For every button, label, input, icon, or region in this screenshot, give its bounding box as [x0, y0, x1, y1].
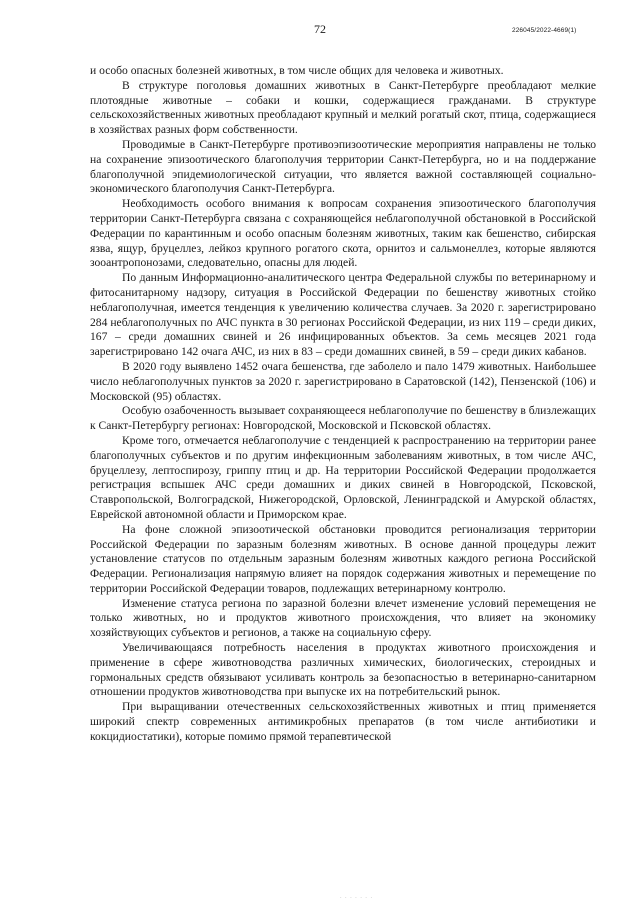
paragraph: В 2020 году выявлено 1452 очага бешенства, где заболело и пало 1479 животных. Наибольшее число неблагополучных пунктов за 2020 г. зарегистрировано в Саратовской (142), Пензенской (106) и Московской (95) областях.: [90, 359, 596, 403]
paragraph: Увеличивающаяся потребность населения в продуктах животного происхождения и применение в сфере животноводства различных химических, биологических, стероидных и гормональных средств обязывают усиливать контроль за безопасностью в ветеринарно-санитарном отношении продуктов животноводства при выпуске их на потребительский рынок.: [90, 641, 596, 699]
paragraph: В структуре поголовья домашних животных в Санкт-Петербурге преобладают мелкие плотоядные животные – собаки и кошки, содержащиеся гражданами. В структуре сельскохозяйственных животных преобладают крупный и мелкий рогатый скот, птица, содержащиеся в хозяйствах разных форм собственности.: [90, 78, 596, 137]
paragraph: При выращивании отечественных сельскохозяйственных животных и птиц применяется широкий спектр современных антимикробных препаратов (в том числе антибиотики и кокцидиостатики), которые помимо прямой терапевтической: [90, 700, 596, 743]
paragraph: Проводимые в Санкт-Петербурге противоэпизоотические мероприятия направлены не только на сохранение эпизоотического благополучия территории Санкт-Петербурга, но и на поддержание благополучной эпидемиологической ситуации, что является важной составляющей социально-экономического благополучия Санкт-Петербурга.: [90, 137, 596, 196]
paragraph: Изменение статуса региона по заразной болезни влечет изменение условий перемещения не только животных, но и продуктов животного происхождения, что влияет на экономику хозяйствующих субъектов и регионов, а также на социальную сферу.: [90, 596, 596, 640]
paragraph-continuation: и особо опасных болезней животных, в том числе общих для человека и животных.: [90, 64, 504, 77]
paragraph: Особую озабоченность вызывает сохраняющееся неблагополучие по бешенству в близлежащих к Санкт-Петербургу регионах: Новгородской, Московской и Псковской областях.: [90, 404, 596, 433]
paragraph: Необходимость особого внимания к вопросам сохранения эпизоотического благополучия территории Санкт-Петербурга связана с сохраняющейся неблагополучной обстановкой в Российской Федерации по карантинным и особо опасным болезням животных, таким как бешенство, сибирская язва, ящур, бруцеллез, лейкоз крупного рогатого скота, орнитоз и сальмонеллез, которые являются зооантропонозами, следовательно, опасны для людей.: [90, 197, 596, 270]
page-number: 72: [314, 22, 326, 36]
paragraph: На фоне сложной эпизоотической обстановки проводится регионализация территории Российской Федерации по заразным болезням животных. В основе данной процедуры лежит установление статусов по отдельным заразным болезням животных каждого региона Российской Федерации. Регионализация напрямую влияет на порядок содержания животных и перемещение по территории Российской Федерации товаров, подлежащих ветеринарному контролю.: [90, 522, 596, 595]
paragraph: Кроме того, отмечается неблагополучие с тенденцией к распространению на территории ранее благополучных субъектов и по другим инфекционным заболеваниям животных, в том числе АЧС, бруцеллезу, лептоспирозу, гриппу птиц и др. На территории Российской Федерации продолжается регистрация вспышек АЧС среди домашних и диких свиней в Новгородской, Псковской, Ставропольской, Волгоградской, Нижегородской, Орловской, Ленинградской и Амурской областях, Еврейской автономной области и Приморском крае.: [90, 433, 596, 521]
scan-artifact-mark: · · · · · · ·: [340, 895, 373, 901]
document-body: [90, 64, 596, 745]
paragraph: По данным Информационно-аналитического центра Федеральной службы по ветеринарному и фитосанитарному надзору, ситуация в Российской Федерации по бешенству животных стойко неблагополучная, имеется тенденция к увеличению количества случаев. За 2020 г. зарегистрировано 284 неблагополучных по АЧС пункта в 30 регионах Российской Федерации, из них 119 – среди диких, 167 – среди домашних свиней и 26 инфицированных объектов. За семь месяцев 2021 года зарегистрировано 142 очага АЧС, из них в 83 – среди домашних свиней, в 59 – среди диких кабанов.: [90, 271, 596, 359]
document-registration-code: 226045/2022-4669(1): [512, 27, 577, 34]
